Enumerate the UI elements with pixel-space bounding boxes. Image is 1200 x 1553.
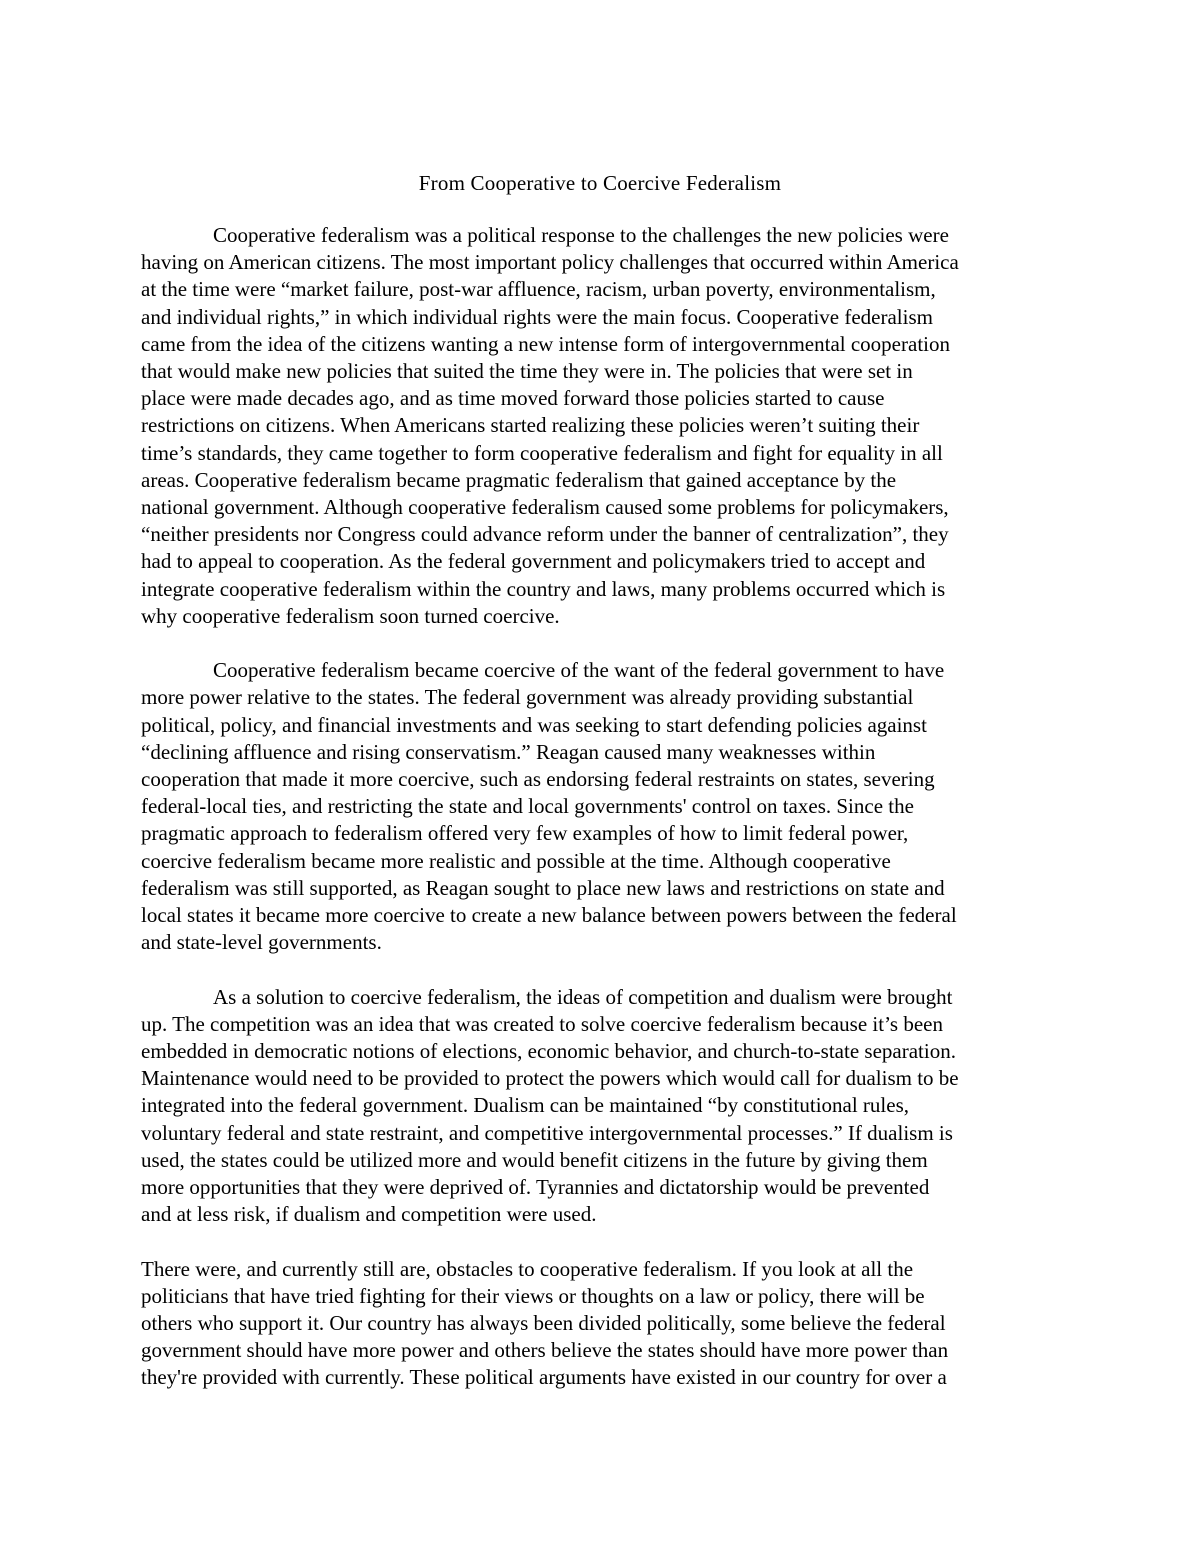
paragraph-line: they're provided with currently. These political arguments have existed in our country for over a: [141, 1365, 947, 1390]
paragraph-line: up. The competition was an idea that was created to solve coercive federalism because it’s been: [141, 1011, 943, 1036]
paragraph-line: embedded in democratic notions of elections, economic behavior, and church-to-state separation.: [141, 1039, 956, 1064]
paragraph-line: “declining affluence and rising conservatism.” Reagan caused many weaknesses within: [141, 739, 876, 764]
paragraph-line: political, policy, and financial investments and was seeking to start defending policies against: [141, 712, 927, 737]
paragraph-line: having on American citizens. The most important policy challenges that occurred within America: [141, 250, 959, 275]
paragraph-line: Maintenance would need to be provided to protect the powers which would call for dualism to be: [141, 1066, 959, 1091]
paragraph-line: came from the idea of the citizens wanting a new intense form of intergovernmental cooperation: [141, 331, 950, 356]
paragraph-line: integrated into the federal government. Dualism can be maintained “by constitutional rules,: [141, 1093, 910, 1118]
paragraph-line: that would make new policies that suited the time they were in. The policies that were set in: [141, 359, 913, 384]
paragraph-line: federal-local ties, and restricting the state and local governments' control on taxes. Since the: [141, 794, 914, 819]
paragraph-line: at the time were “market failure, post-war affluence, racism, urban poverty, environmentalism,: [141, 277, 936, 302]
paragraph-line: and state-level governments.: [141, 930, 382, 955]
paragraph-line: government should have more power and others believe the states should have more power than: [141, 1338, 949, 1363]
document-body: [141, 222, 1059, 1419]
paragraph-line: and at less risk, if dualism and competition were used.: [141, 1202, 597, 1227]
paragraph-2: [141, 657, 1059, 956]
paragraph-line: voluntary federal and state restraint, and competitive intergovernmental processes.” If dualism is: [141, 1120, 953, 1145]
paragraph-line: Cooperative federalism became coercive of the want of the federal government to have: [213, 658, 945, 683]
paragraph-line: more power relative to the states. The federal government was already providing substantial: [141, 685, 914, 710]
paragraph-line: politicians that have tried fighting for their views or thoughts on a law or policy, there will be: [141, 1283, 925, 1308]
paragraph-line: pragmatic approach to federalism offered very few examples of how to limit federal power,: [141, 821, 909, 846]
paragraph-line: As a solution to coercive federalism, the ideas of competition and dualism were brought: [213, 984, 953, 1009]
paragraph-4: [141, 1256, 1059, 1392]
paragraph-line: coercive federalism became more realistic and possible at the time. Although cooperative: [141, 848, 891, 873]
paragraph-1: [141, 222, 1059, 630]
paragraph-line: integrate cooperative federalism within the country and laws, many problems occurred which is: [141, 576, 946, 601]
document-title: From Cooperative to Coercive Federalism: [418, 171, 782, 195]
paragraph-line: areas. Cooperative federalism became pragmatic federalism that gained acceptance by the: [141, 467, 897, 492]
paragraph-3: [141, 984, 1059, 1229]
paragraph-line: more opportunities that they were deprived of. Tyrannies and dictatorship would be prevented: [141, 1175, 930, 1200]
paragraph-line: time’s standards, they came together to form cooperative federalism and fight for equality in all: [141, 440, 943, 465]
paragraph-line: federalism was still supported, as Reagan sought to place new laws and restrictions on state and: [141, 875, 945, 900]
paragraph-line: restrictions on citizens. When Americans started realizing these policies weren’t suiting their: [141, 413, 920, 438]
paragraph-line: place were made decades ago, and as time moved forward those policies started to cause: [141, 386, 885, 411]
paragraph-line: “neither presidents nor Congress could advance reform under the banner of centralization”, they: [141, 522, 949, 547]
paragraph-line: Cooperative federalism was a political response to the challenges the new policies were: [213, 223, 949, 247]
paragraph-line: national government. Although cooperative federalism caused some problems for policymakers,: [141, 495, 949, 520]
paragraph-line: had to appeal to cooperation. As the federal government and policymakers tried to accept and: [141, 549, 926, 574]
paragraph-line: cooperation that made it more coercive, such as endorsing federal restraints on states, severing: [141, 767, 935, 792]
paragraph-line: why cooperative federalism soon turned coercive.: [141, 603, 560, 628]
paragraph-line: local states it became more coercive to create a new balance between powers between the federal: [141, 903, 957, 928]
paragraph-line: and individual rights,” in which individual rights were the main focus. Cooperative federalism: [141, 304, 933, 329]
paragraph-line: others who support it. Our country has always been divided politically, some believe the federal: [141, 1311, 946, 1336]
paragraph-line: used, the states could be utilized more and would benefit citizens in the future by giving them: [141, 1147, 928, 1172]
paragraph-line: There were, and currently still are, obstacles to cooperative federalism. If you look at all the: [141, 1256, 914, 1281]
